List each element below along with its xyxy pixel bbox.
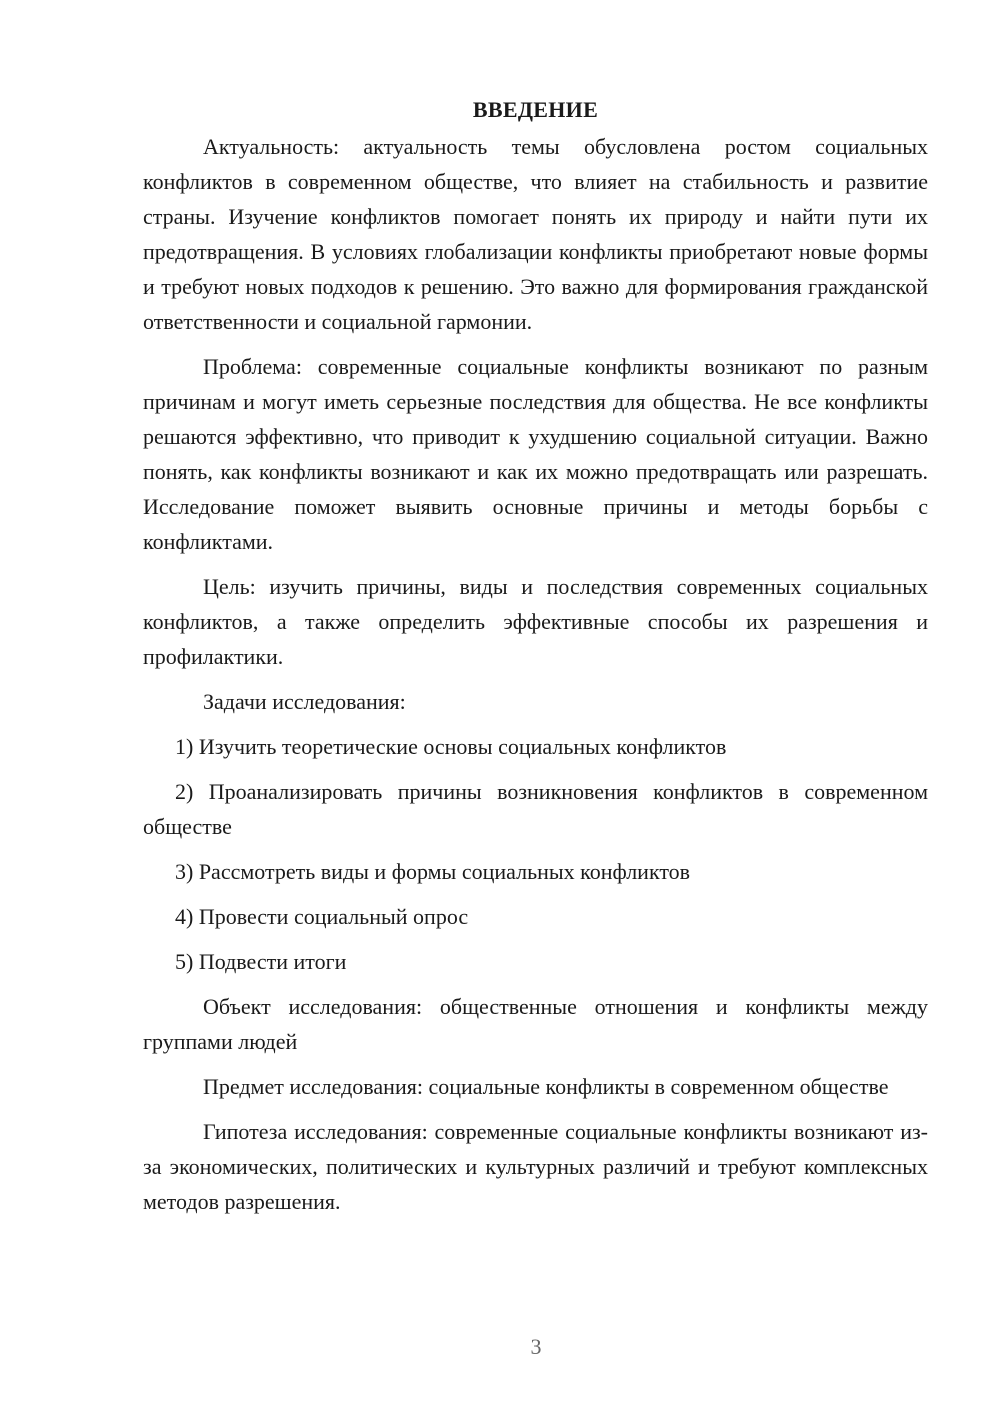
paragraph-object: Объект исследования: общественные отношения и конфликты между группами людей	[143, 994, 928, 1054]
task-item: 4) Провести социальный опрос	[175, 904, 469, 929]
task-item: 2) Проанализировать причины возникновения конфликтов в современном обществе	[143, 779, 928, 839]
paragraph-subject: Предмет исследования: социальные конфликты в современном обществе	[203, 1074, 889, 1099]
task-item: 5) Подвести итоги	[175, 949, 347, 974]
task-item: 1) Изучить теоретические основы социальных конфликтов	[175, 734, 727, 759]
paragraph-tasks-heading: Задачи исследования:	[203, 689, 406, 714]
document-page	[143, 92, 928, 1219]
document-title: ВВЕДЕНИЕ	[472, 97, 599, 122]
paragraph-problem: Проблема: современные социальные конфликты возникают по разным причинам и могут иметь серьезные последствия для общества. Не все конфликты решаются эффективно, что приводит к ухудшению социальной ситуации. Важно понять, как конфликты возникают и как их можно предотвращать или разрешать. Исследование поможет выявить основные причины и методы борьбы с конфликтами.	[143, 354, 928, 554]
paragraph-hypothesis: Гипотеза исследования: современные социальные конфликты возникают из-за экономических, политических и культурных различий и требуют комплексных методов разрешения.	[143, 1119, 928, 1214]
paragraph-relevance: Актуальность: актуальность темы обусловлена ростом социальных конфликтов в современном обществе, что влияет на стабильность и развитие страны. Изучение конфликтов помогает понять их природу и найти пути их предотвращения. В условиях глобализации конфликты приобретают новые формы и требуют новых подходов к решению. Это важно для формирования гражданской ответственности и социальной гармонии.	[143, 134, 928, 334]
paragraph-goal: Цель: изучить причины, виды и последствия современных социальных конфликтов, а также определить эффективные способы их разрешения и профилактики.	[143, 574, 928, 669]
page-number: 3	[530, 1334, 542, 1359]
task-item: 3) Рассмотреть виды и формы социальных конфликтов	[175, 859, 691, 884]
